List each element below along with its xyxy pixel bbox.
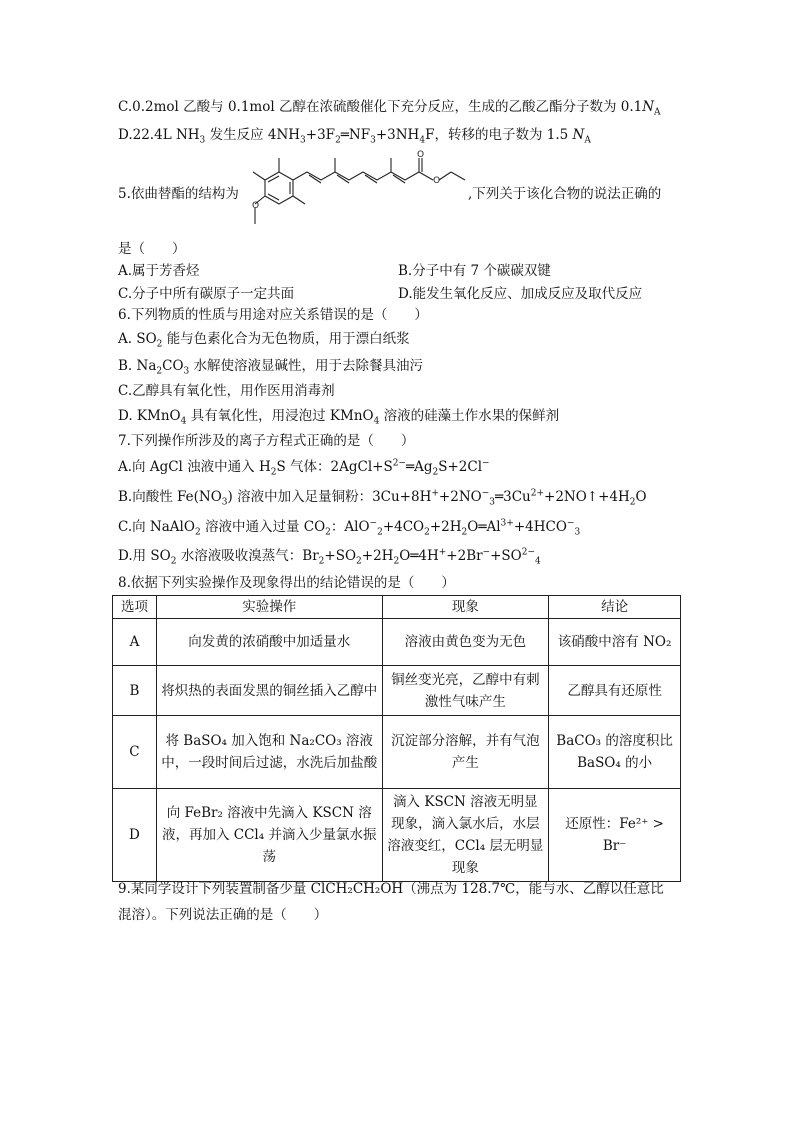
q7-option-c: C.向 NaAlO$_2$ 溶液中通入过量 $CO_2$：$AlO^-_2+4CO_2+2H_2O═Al^{3+}+4HCO^-_3$ bbox=[118, 518, 581, 538]
table-row: B 将炽热的表面发黑的铜丝插入乙醇中 铜丝变光亮，乙醇中有刺激性气味产生 乙醇具有还原性 bbox=[113, 666, 681, 716]
q8-stem: 8.依据下列实验操作及现象得出的结论错误的是（ ） bbox=[118, 575, 455, 591]
q7-option-b: B.向酸性 $Fe(NO_3)$ 溶液中加入足量铜粉：$3Cu+8H^++2NO^-_3═3Cu^{2+}+2NO↑+4H_2O$ bbox=[118, 488, 647, 508]
q5-stem-post: ,下列关于该化合物的说法正确的 bbox=[468, 186, 662, 202]
svg-text:O: O bbox=[417, 150, 425, 160]
q6-option-d: D. KMnO$_4$ 具有氧化性，用浸泡过 KMnO$_4$ 溶液的硅藻土作水果的保鲜剂 bbox=[118, 408, 560, 427]
svg-text:O: O bbox=[433, 176, 441, 186]
experiment-table bbox=[112, 595, 681, 882]
q5-stem: 5.依曲替酯的结构为 bbox=[118, 186, 239, 202]
q6-option-a: A. $SO_2$ 能与色素化合为无色物质，用于漂白纸浆 bbox=[118, 331, 410, 350]
q5-option-c: C.分子中所有碳原子一定共面 bbox=[118, 286, 295, 302]
etretinate-structure bbox=[243, 150, 468, 238]
header-operation: 实验操作 bbox=[156, 596, 382, 619]
q5-option-a: A.属于芳香烃 bbox=[118, 263, 200, 279]
svg-text:O: O bbox=[252, 201, 260, 211]
table-row: D 向 FeBr₂ 溶液中先滴入 KSCN 溶液，再加入 CCl₄ 并滴入少量氯水振荡 滴入 KSCN 溶液无明显现象，滴入氯水后，水层溶液变红，CCl₄ 层无明显现象 还原性：Fe²⁺ > Br⁻ bbox=[113, 789, 681, 882]
q9-stem: 9.某同学设计下列装置制备少量 ClCH₂CH₂OH（沸点为 128.7℃，能与水、乙醇以任意比 bbox=[118, 881, 664, 897]
q7-stem: 7.下列操作所涉及的离子方程式正确的是（ ） bbox=[118, 433, 415, 449]
q7-option-a: A.向 AgCl 浊液中通入 $H_2S$ 气体：$2AgCl+S^{2-}═Ag_2S+2Cl^-$ bbox=[118, 458, 490, 478]
header-option: 选项 bbox=[113, 596, 157, 619]
q7-option-d: D.用 $SO_2$ 水溶液吸收溴蒸气：$Br_2+SO_2+2H_2O═4H^++2Br^-+SO^{2-}_4$ bbox=[118, 547, 541, 567]
q5-stem-cont: 是（ ） bbox=[118, 241, 186, 257]
header-conclusion: 结论 bbox=[549, 596, 681, 619]
table-header-row bbox=[113, 596, 681, 619]
q4-option-d: D.22.4L $NH_3$ 发生反应 $4NH_3+3F_2═NF_3+3NH_4F$，转移的电子数为 1.5 $N_A$ bbox=[118, 127, 591, 146]
header-phenomenon: 现象 bbox=[382, 596, 549, 619]
q6-option-c: C.乙醇具有氧化性，用作医用消毒剂 bbox=[118, 383, 335, 399]
table-row: A 向发黄的浓硝酸中加适量水 溶液由黄色变为无色 该硝酸中溶有 NO₂ bbox=[113, 619, 681, 666]
q9-stem-cont: 混溶）。下列说法正确的是（ ） bbox=[118, 907, 328, 923]
q4-option-c: C.0.2mol 乙酸与 0.1mol 乙醇在浓硫酸催化下充分反应，生成的乙酸乙酯分子数为 $0.1N_A$ bbox=[118, 99, 661, 118]
q5-option-b: B.分子中有 7 个碳碳双键 bbox=[398, 263, 551, 279]
table-row: C 将 BaSO₄ 加入饱和 Na₂CO₃ 溶液中，一段时间后过滤，水洗后加盐酸 沉淀部分溶解，并有气泡产生 BaCO₃ 的溶度积比 BaSO₄ 的小 bbox=[113, 716, 681, 789]
q6-option-b: B. $Na_2CO_3$ 水解使溶液显碱性，用于去除餐具油污 bbox=[118, 358, 424, 377]
q5-option-d: D.能发生氧化反应、加成反应及取代反应 bbox=[398, 286, 643, 302]
q6-stem: 6.下列物质的性质与用途对应关系错误的是（ ） bbox=[118, 307, 428, 323]
